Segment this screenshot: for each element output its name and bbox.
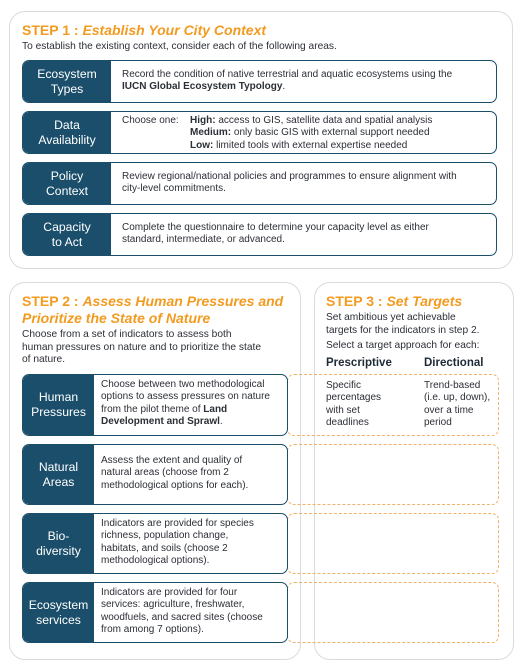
row-description: Indicators are provided for four services: agriculture, freshwater, woodfuels, and sacred sites (choose from among 7 options). [101,587,263,635]
step1-title: Establish Your City Context [82,22,267,38]
row-label: Ecosystem services [23,583,94,642]
step2-row-natural-areas [22,444,288,505]
row-description: Review regional/national policies and programmes to ensure alignment with city-level commitments. [122,171,457,195]
step3-heading: STEP 3 : Set Targets [326,293,463,309]
directional-description: Trend-based (i.e. up, down), over a time period [424,380,491,428]
row-label: Capacity to Act [23,214,111,255]
step2-title-line1: Assess Human Pressures and [82,293,284,309]
row-description: Assess the extent and quality of natural areas (choose from 2 methodological options for each). [101,455,249,491]
step1-row-ecosystem-types [22,60,497,103]
step2-intro: Choose from a set of indicators to assess both human pressures on nature and to prioritize the state of nature. [22,329,261,365]
target-row-biodiversity [287,513,499,574]
step2-row-biodiversity [22,513,288,574]
step3-intro: Set ambitious yet achievable targets for the indicators in step 2. Select a target approach for each: [326,312,480,351]
step1-intro: To establish the existing context, consider each of the following areas. [22,41,337,52]
prescriptive-heading: Prescriptive [326,357,392,369]
step1-row-capacity-to-act [22,213,497,256]
target-row-ecosystem-services [287,582,499,643]
step2-heading: STEP 2 : Assess Human Pressures and Prioritize the State of Nature [22,293,284,326]
row-description: Complete the questionnaire to determine your capacity level as either standard, intermediate, or advanced. [122,222,429,246]
step2-title-line2: Prioritize the State of Nature [22,310,211,326]
target-row-natural-areas [287,444,499,505]
row-label: Ecosystem Types [23,61,111,102]
row-description: Choose between two methodological options to assess pressures on nature from the pilot theme of Land Development and Sprawl. [101,379,270,427]
step1-heading: STEP 1 : Establish Your City Context [22,22,267,38]
step3-title: Set Targets [386,293,463,309]
row-label: Human Pressures [23,375,94,435]
directional-heading: Directional [424,357,484,369]
row-label: Natural Areas [23,445,94,504]
row-label: Bio- diversity [23,514,94,573]
step1-row-data-availability [22,111,497,154]
row-choose-label: Choose one: [122,115,179,126]
step1-row-policy-context [22,162,497,205]
row-label: Policy Context [23,163,111,204]
row-description: Indicators are provided for species richness, population change, habitats, and soils (choose 2 methodological options). [101,518,254,566]
row-description: Record the condition of native terrestrial and aquatic ecosystems using the IUCN Global Ecosystem Typology. [122,69,453,93]
step2-row-human-pressures [22,374,288,436]
step2-row-ecosystem-services [22,582,288,643]
row-label: Data Availability [23,112,111,153]
row-options: High: access to GIS, satellite data and spatial analysis Medium: only basic GIS with external support needed Low: limited tools with external expertise needed [190,115,433,151]
prescriptive-description: Specific percentages with set deadlines [326,380,382,428]
